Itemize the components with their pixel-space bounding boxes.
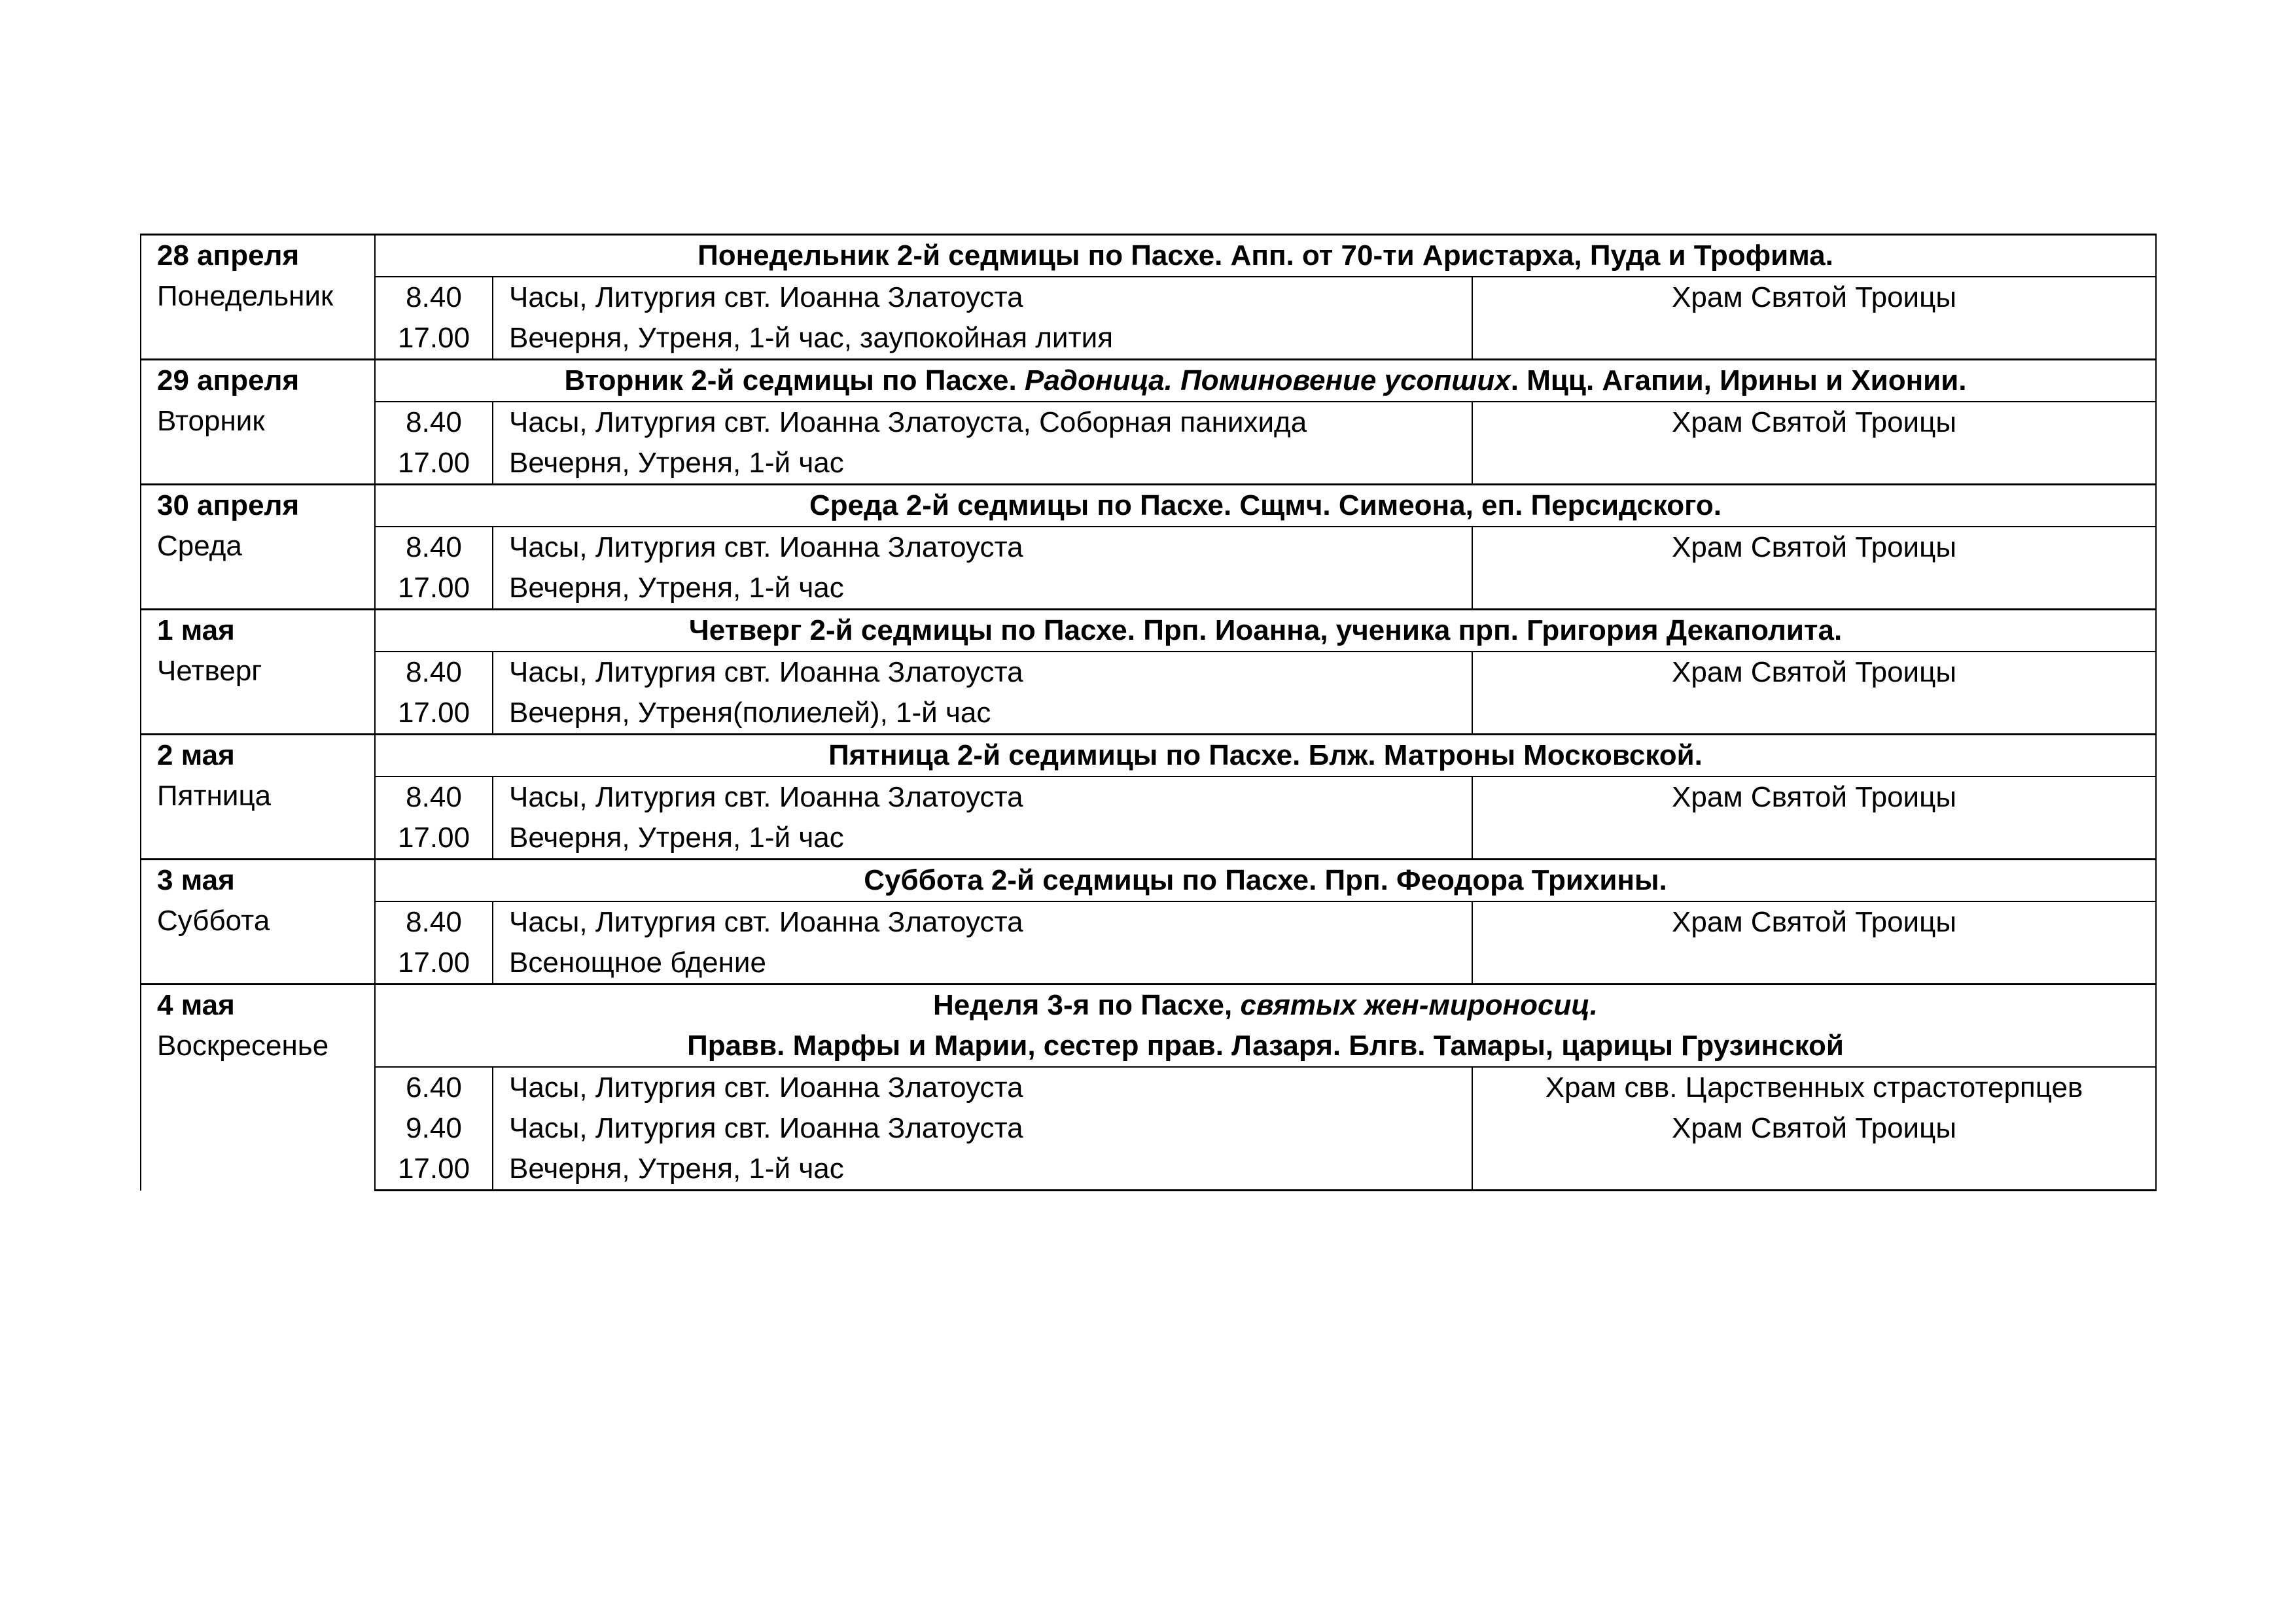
date: 4 мая — [157, 989, 235, 1021]
service-time: 17.00 — [397, 572, 470, 604]
services-row — [141, 402, 2156, 485]
day-title-italic: святых жен-мироносиц. — [1240, 989, 1598, 1021]
weekday: Воскресенье — [157, 1030, 329, 1062]
date: 3 мая — [157, 864, 235, 896]
time-cell — [375, 1067, 493, 1191]
service-name: Вечерня, Утреня, 1-й час — [509, 447, 844, 479]
service-name: Часы, Литургия свт. Иоанна Златоуста — [509, 1112, 1023, 1144]
day-title-text: Неделя 3-я по Пасхе, — [933, 989, 1241, 1021]
day-title: Понедельник 2-й седмицы по Пасхе. Апп. от 70-ти Аристарха, Пуда и Трофима. — [375, 235, 2156, 277]
weekday: Среда — [157, 530, 242, 562]
service-time: 8.40 — [406, 906, 462, 938]
weekday: Пятница — [157, 780, 272, 812]
service-time: 17.00 — [397, 1153, 470, 1185]
service-cell — [493, 652, 1472, 735]
service-time: 8.40 — [406, 281, 462, 313]
weekday: Понедельник — [157, 280, 334, 312]
time-cell — [375, 652, 493, 735]
service-place: Храм Святой Троицы — [1672, 781, 1956, 813]
time-cell — [375, 527, 493, 610]
service-time: 8.40 — [406, 656, 462, 688]
service-name: Часы, Литургия свт. Иоанна Златоуста — [509, 781, 1023, 813]
day-title: Суббота 2-й седмицы по Пасхе. Прп. Феодора Трихины. — [375, 860, 2156, 902]
service-place: Храм Святой Троицы — [1672, 406, 1956, 438]
place-cell — [1472, 1067, 2156, 1191]
day-header-row — [141, 235, 2156, 277]
service-time: 17.00 — [397, 822, 470, 854]
services-row — [141, 277, 2156, 360]
date-cell — [141, 985, 375, 1191]
service-name: Часы, Литургия свт. Иоанна Златоуста — [509, 531, 1023, 563]
service-place — [1473, 443, 2155, 483]
service-name: Часы, Литургия свт. Иоанна Златоуста — [509, 281, 1023, 313]
day-header-row — [141, 360, 2156, 402]
service-time: 17.00 — [397, 447, 470, 479]
date-cell — [141, 360, 375, 485]
service-name: Часы, Литургия свт. Иоанна Златоуста — [509, 906, 1023, 938]
place-cell — [1472, 527, 2156, 610]
service-place: Храм Святой Троицы — [1672, 281, 1956, 313]
time-cell — [375, 901, 493, 985]
service-place — [1473, 818, 2155, 858]
date: 28 апреля — [157, 239, 300, 271]
place-cell — [1472, 402, 2156, 485]
service-cell — [493, 777, 1472, 860]
service-cell — [493, 527, 1472, 610]
service-place — [1473, 568, 2155, 608]
weekday: Суббота — [157, 905, 270, 937]
service-time: 8.40 — [406, 531, 462, 563]
day-title — [375, 360, 2156, 402]
service-cell — [493, 277, 1472, 360]
day-title-line-2: Правв. Марфы и Марии, сестер прав. Лазаря. Блгв. Тамары, царицы Грузинской — [687, 1030, 1844, 1062]
day-header-row — [141, 985, 2156, 1068]
place-cell — [1472, 777, 2156, 860]
date-cell — [141, 610, 375, 735]
service-place: Храм Святой Троицы — [1672, 531, 1956, 563]
time-cell — [375, 777, 493, 860]
day-title-line-1 — [376, 985, 2155, 1026]
service-name: Часы, Литургия свт. Иоанна Златоуста, Соборная панихида — [509, 406, 1307, 438]
date: 30 апреля — [157, 489, 300, 521]
place-cell — [1472, 277, 2156, 360]
day-title: Среда 2-й седмицы по Пасхе. Сщмч. Симеона, еп. Персидского. — [375, 485, 2156, 527]
time-cell — [375, 402, 493, 485]
date: 2 мая — [157, 739, 235, 771]
service-schedule-table — [140, 234, 2157, 1191]
services-row — [141, 777, 2156, 860]
day-header-row — [141, 735, 2156, 777]
service-name: Вечерня, Утреня, 1-й час — [509, 572, 844, 604]
service-place: Храм Святой Троицы — [1672, 1112, 1956, 1144]
service-time: 8.40 — [406, 406, 462, 438]
time-cell — [375, 277, 493, 360]
service-time: 17.00 — [397, 322, 470, 354]
service-name: Вечерня, Утреня, 1-й час, заупокойная лития — [509, 322, 1114, 354]
day-title: Пятница 2-й седимицы по Пасхе. Блж. Матроны Московской. — [375, 735, 2156, 777]
service-time: 9.40 — [406, 1112, 462, 1144]
service-place: Храм Святой Троицы — [1672, 906, 1956, 938]
service-place — [1473, 693, 2155, 733]
date: 1 мая — [157, 614, 235, 646]
service-cell — [493, 1067, 1472, 1191]
day-title-text: . Мцц. Агапии, Ирины и Хионии. — [1510, 364, 1967, 396]
date-cell — [141, 485, 375, 610]
service-name: Вечерня, Утреня, 1-й час — [509, 1153, 844, 1185]
date-cell — [141, 235, 375, 360]
day-title-text: Вторник 2-й седмицы по Пасхе. — [564, 364, 1025, 396]
weekday: Четверг — [157, 655, 262, 687]
service-place — [1473, 1149, 2155, 1189]
place-cell — [1472, 652, 2156, 735]
services-row — [141, 1067, 2156, 1191]
place-cell — [1472, 901, 2156, 985]
service-place: Храм Святой Троицы — [1672, 656, 1956, 688]
service-place: Храм свв. Царственных страстотерпцев — [1545, 1072, 2083, 1104]
service-time: 6.40 — [406, 1072, 462, 1104]
service-time: 17.00 — [397, 947, 470, 979]
weekday: Вторник — [157, 405, 265, 437]
date-cell — [141, 860, 375, 985]
service-place — [1473, 943, 2155, 983]
day-title — [375, 985, 2156, 1068]
day-header-row — [141, 485, 2156, 527]
day-title: Четверг 2-й седмицы по Пасхе. Прп. Иоанна, ученика прп. Григория Декаполита. — [375, 610, 2156, 652]
service-time: 8.40 — [406, 781, 462, 813]
service-name: Вечерня, Утреня(полиелей), 1-й час — [509, 697, 991, 729]
day-header-row — [141, 860, 2156, 902]
service-name: Вечерня, Утреня, 1-й час — [509, 822, 844, 854]
service-place — [1473, 318, 2155, 358]
date: 29 апреля — [157, 364, 300, 396]
service-name: Часы, Литургия свт. Иоанна Златоуста — [509, 1072, 1023, 1104]
service-time: 17.00 — [397, 697, 470, 729]
date-cell — [141, 735, 375, 860]
services-row — [141, 527, 2156, 610]
service-cell — [493, 402, 1472, 485]
service-name: Всенощное бдение — [509, 947, 766, 979]
service-cell — [493, 901, 1472, 985]
day-title-italic: Радоница. Поминовение усопших — [1024, 364, 1511, 396]
services-row — [141, 652, 2156, 735]
services-row — [141, 901, 2156, 985]
day-header-row — [141, 610, 2156, 652]
service-name: Часы, Литургия свт. Иоанна Златоуста — [509, 656, 1023, 688]
